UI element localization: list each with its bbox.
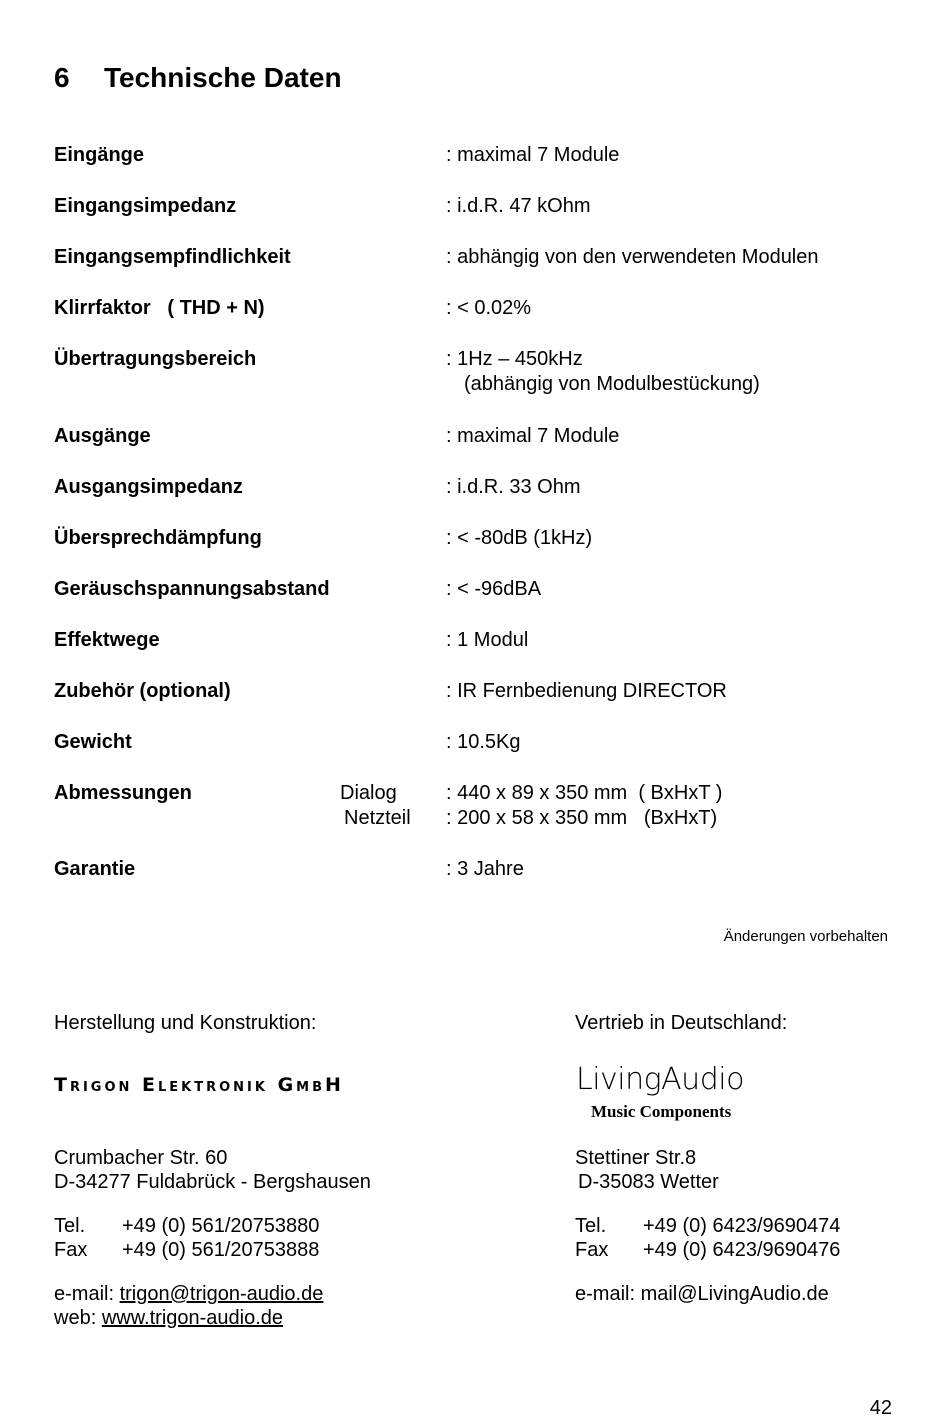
spec-label: Garantie — [54, 858, 136, 880]
spec-label: Eingangsempfindlichkeit — [54, 246, 291, 268]
spec-value: : i.d.R. 47 kOhm — [446, 195, 591, 217]
page-title — [54, 62, 342, 94]
manufacturer-street: Crumbacher Str. 60 — [54, 1147, 228, 1169]
spec-value: : < -80dB (1kHz) — [446, 527, 593, 549]
spec-value: : i.d.R. 33 Ohm — [446, 476, 581, 498]
fax-label: Fax — [54, 1239, 88, 1261]
spec-label: Effektwege — [54, 629, 160, 651]
tel-number: +49 (0) 6423/9690474 — [643, 1215, 841, 1237]
manufacturer-web-row — [54, 1306, 283, 1330]
spec-sublabel: Netzteil — [344, 807, 411, 829]
disclaimer-note: Änderungen vorbehalten — [723, 928, 888, 945]
spec-label: Zubehör (optional) — [54, 680, 231, 702]
spec-label: Gewicht — [54, 731, 132, 753]
spec-sublabel: Dialog — [340, 782, 397, 804]
livingaudio-logo: LivingAudio — [576, 1062, 744, 1097]
distributor-fax — [575, 1238, 840, 1262]
spec-value: : IR Fernbedienung DIRECTOR — [446, 680, 727, 702]
manufacturer-tel — [54, 1214, 319, 1238]
distributor-street: Stettiner Str.8 — [575, 1147, 697, 1169]
spec-label: Abmessungen — [54, 782, 192, 804]
web-link[interactable]: www.trigon-audio.de — [101, 1307, 284, 1329]
section-number: 6 — [54, 62, 70, 93]
tel-label: Tel. — [54, 1215, 86, 1237]
spec-value: : maximal 7 Module — [446, 144, 620, 166]
spec-label: Klirrfaktor ( THD + N) — [54, 297, 265, 319]
email-link[interactable]: trigon@trigon-audio.de — [119, 1283, 324, 1305]
spec-value: : < -96dBA — [446, 578, 542, 600]
livingaudio-tagline: Music Components — [591, 1102, 732, 1121]
tel-number: +49 (0) 561/20753880 — [122, 1215, 320, 1237]
fax-label: Fax — [575, 1239, 609, 1261]
spec-value: : 1Hz – 450kHz — [446, 348, 583, 370]
spec-value: : abhängig von den verwendeten Modulen — [446, 246, 819, 268]
spec-value: : 440 x 89 x 350 mm ( BxHxT ) — [446, 782, 723, 804]
spec-label: Geräuschspannungsabstand — [54, 578, 330, 600]
spec-value: : 10.5Kg — [446, 731, 521, 753]
spec-label: Übertragungsbereich — [54, 348, 257, 370]
email-address: mail@LivingAudio.de — [640, 1283, 829, 1305]
spec-value: : < 0.02% — [446, 297, 532, 319]
spec-label: Eingangsimpedanz — [54, 195, 237, 217]
manufacturer-city: D-34277 Fuldabrück - Bergshausen — [54, 1171, 371, 1193]
spec-value: : 200 x 58 x 350 mm (BxHxT) — [446, 807, 718, 829]
spec-value: : 3 Jahre — [446, 858, 524, 880]
tel-label: Tel. — [575, 1215, 607, 1237]
manufacturer-heading: Herstellung und Konstruktion: — [54, 1012, 317, 1034]
spec-label: Eingänge — [54, 144, 145, 166]
spec-value: : 1 Modul — [446, 629, 529, 651]
distributor-tel — [575, 1214, 840, 1238]
manufacturer-fax — [54, 1238, 319, 1262]
fax-number: +49 (0) 6423/9690476 — [643, 1239, 841, 1261]
email-label: e-mail: — [575, 1283, 641, 1305]
spec-label: Ausgangsimpedanz — [54, 476, 243, 498]
distributor-email-row — [575, 1282, 829, 1306]
spec-label: Ausgänge — [54, 425, 151, 447]
distributor-heading: Vertrieb in Deutschland: — [575, 1012, 788, 1034]
manufacturer-email-row — [54, 1282, 323, 1306]
section-title: Technische Daten — [104, 62, 342, 93]
company-logo: Trigon Elektronik GmbH — [54, 1074, 344, 1096]
page-number: 42 — [869, 1397, 892, 1419]
spec-value-note: (abhängig von Modulbestückung) — [464, 373, 760, 395]
email-label: e-mail: — [54, 1283, 120, 1305]
spec-value: : maximal 7 Module — [446, 425, 620, 447]
web-label: web: — [54, 1307, 102, 1329]
distributor-city: D-35083 Wetter — [578, 1171, 719, 1193]
fax-number: +49 (0) 561/20753888 — [122, 1239, 320, 1261]
spec-label: Übersprechdämpfung — [54, 527, 262, 549]
